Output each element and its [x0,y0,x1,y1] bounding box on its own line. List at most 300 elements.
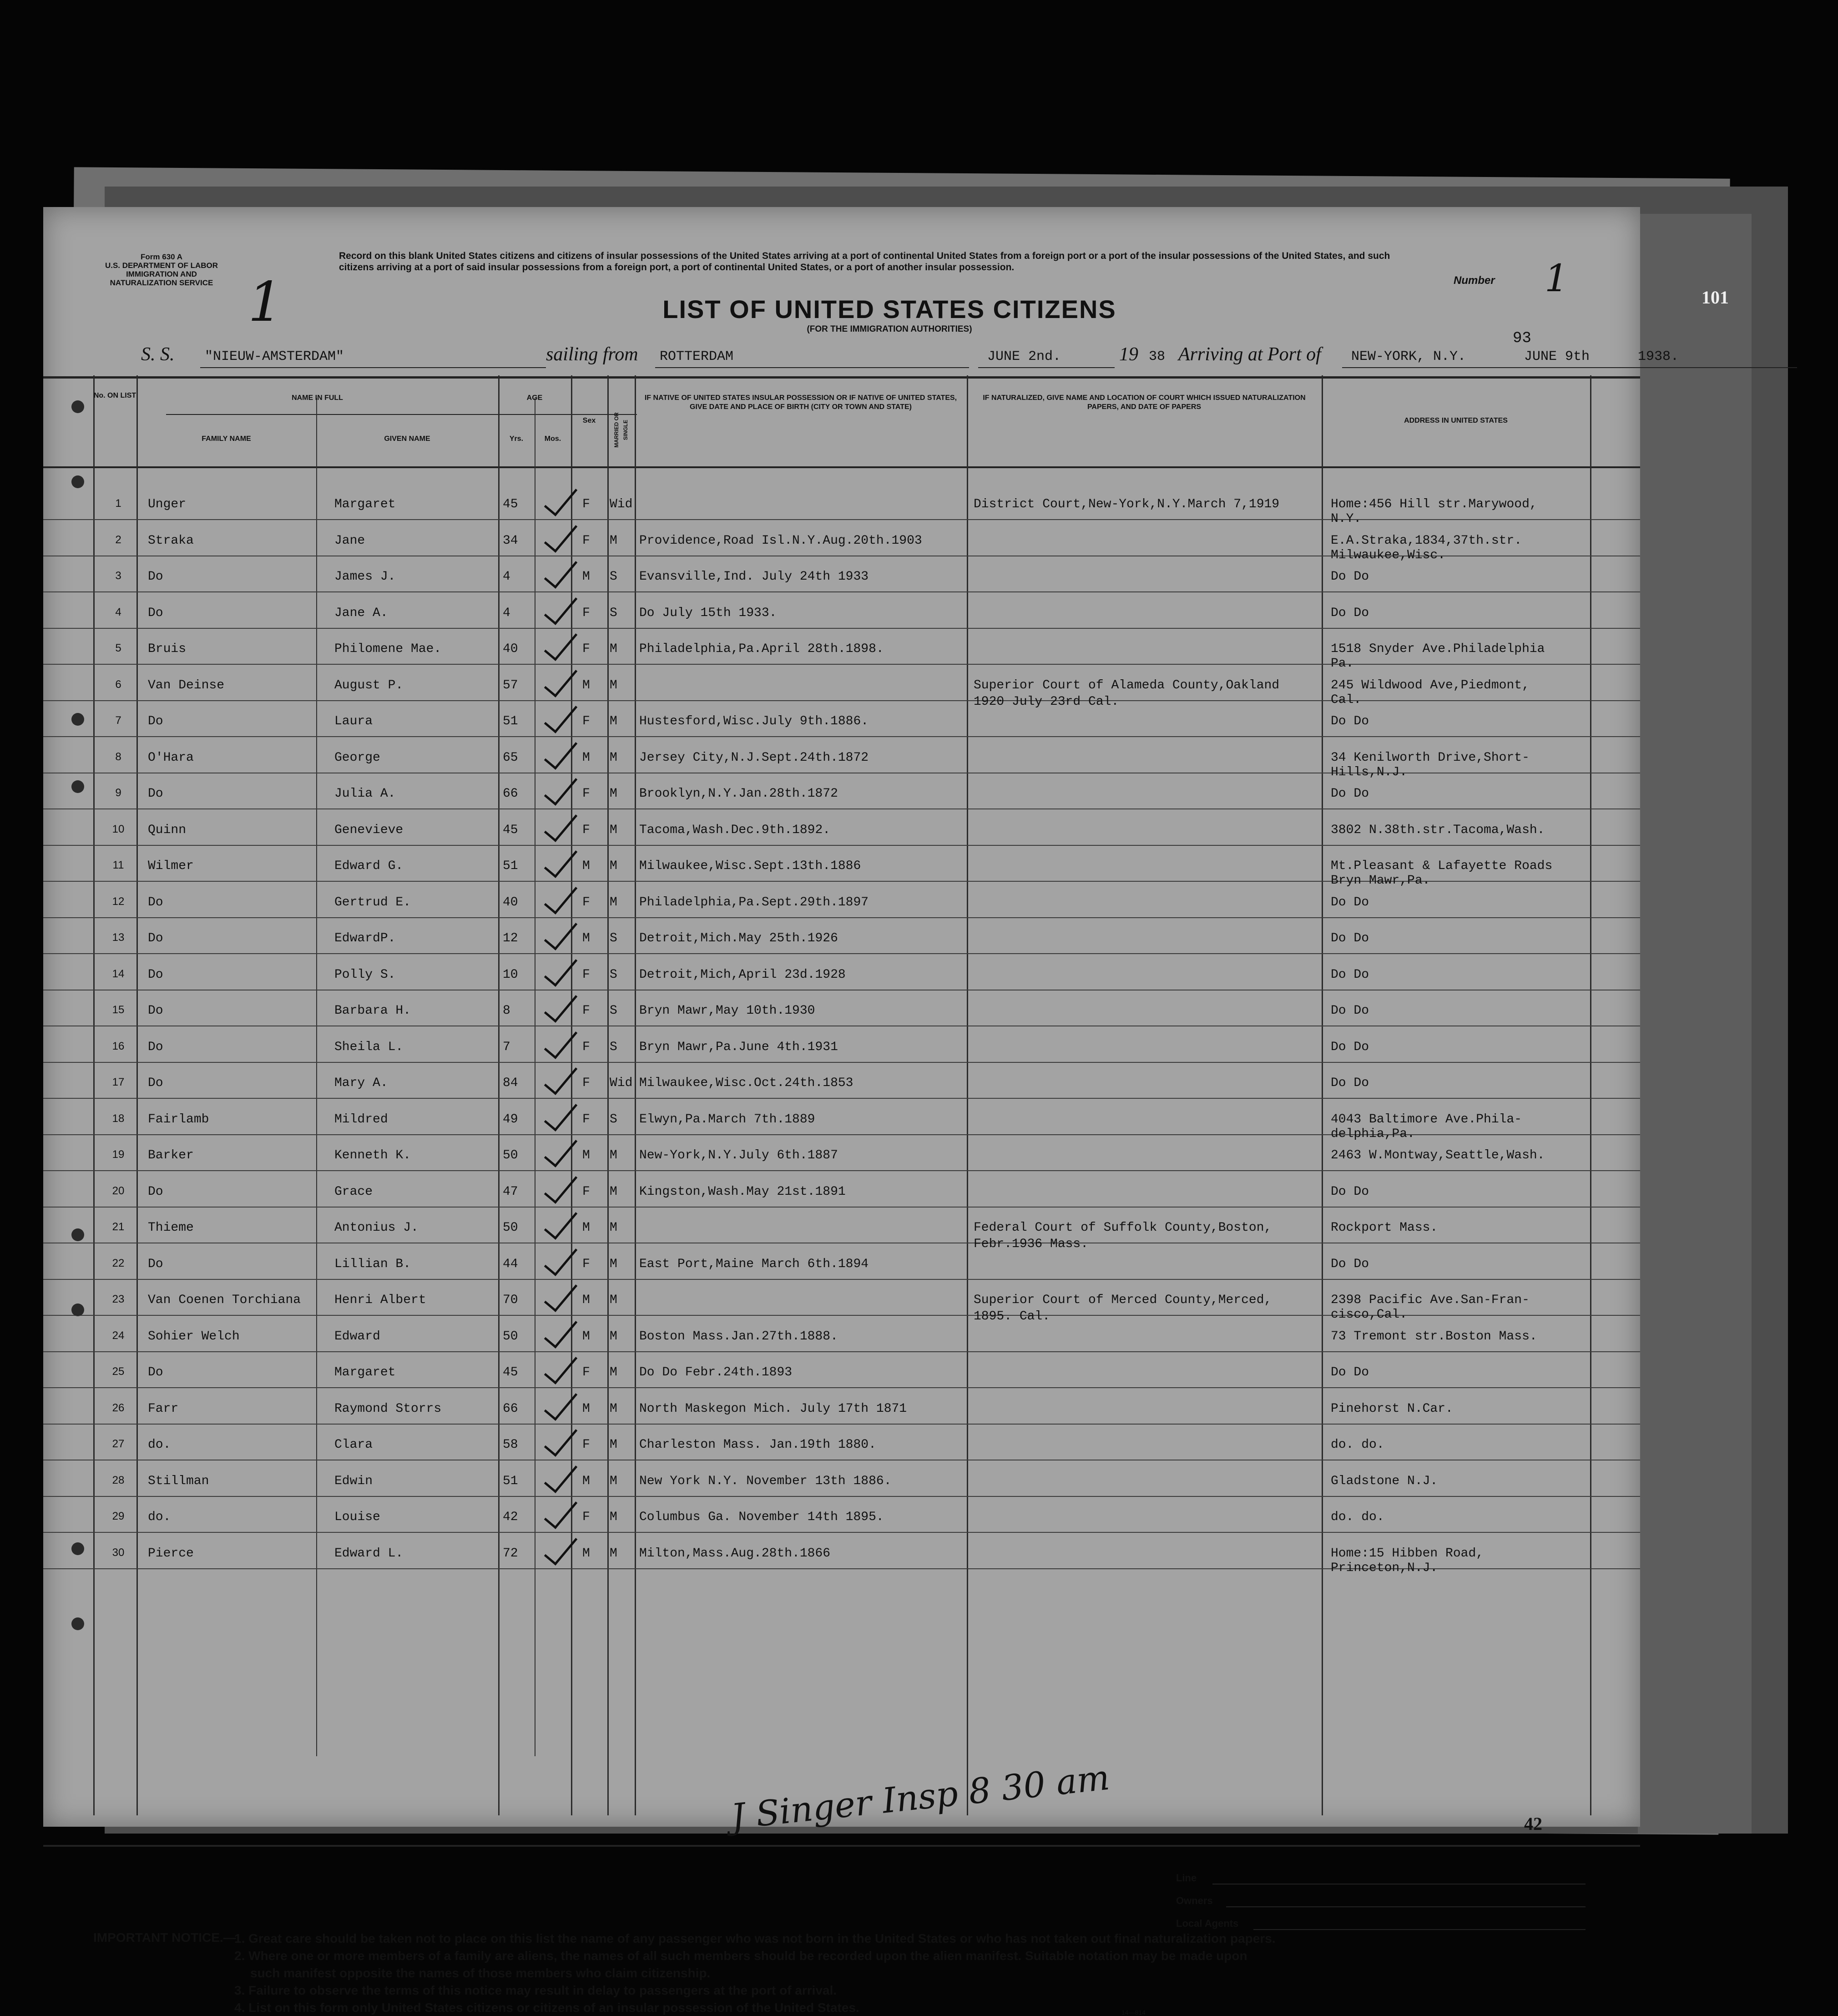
sex-cell: F [582,967,590,982]
address-cell-line2: Pa. [1331,657,1354,671]
address-cell: do. do. [1331,1438,1384,1452]
birth-cell: Detroit,Mich,April 23d.1928 [639,967,846,982]
given-name-cell: George [334,750,380,765]
age-cell: 34 [503,533,518,548]
field-line-label: Line [1176,1872,1197,1884]
age-cell: 12 [503,931,518,945]
family-name-cell: Do [148,1040,163,1054]
marital-status-cell: S [610,570,617,584]
notice-item-1: 1. Great care should be taken not to place on this list the name of any passenger who was not born in the United States or who has not taken out final naturalization papers. [234,1931,1276,1945]
given-name-cell: Laura [334,714,373,728]
row-number: 5 [115,642,121,654]
family-name-cell: do. [148,1438,171,1452]
age-cell: 66 [503,1401,518,1416]
header-top-rule [43,376,1640,379]
year-from: 38 [1149,349,1166,364]
birth-cell: Do July 15th 1933. [639,606,777,620]
address-cell: Rockport Mass. [1331,1221,1438,1235]
table-row [43,1036,1640,1072]
given-name-cell: Polly S. [334,967,396,982]
birth-cell: New York N.Y. November 13th 1886. [639,1474,892,1488]
row-number: 14 [112,967,125,980]
row-number: 17 [112,1076,125,1088]
address-cell-line2: N.Y. [1331,512,1362,526]
table-row [43,1362,1640,1397]
row-number: 9 [115,787,121,799]
header-birth: IF NATIVE OF UNITED STATES INSULAR POSSESSION OR IF NATIVE OF UNITED STATES, GIVE DATE AND PLACE OF BIRTH (CITY OR TOWN AND STATE) [644,394,957,411]
age-cell: 45 [503,497,518,511]
given-name-cell: Kenneth K. [334,1148,411,1162]
sex-cell: F [582,1076,590,1090]
given-name-cell: James J. [334,570,396,584]
naturalization-cell: Superior Court of Alameda County,Oakland [974,678,1280,692]
age-cell: 51 [503,859,518,873]
address-cell: Home:15 Hibben Road, [1331,1546,1484,1561]
marital-status-cell: M [610,1148,617,1162]
age-cell: 51 [503,714,518,728]
address-cell-line2: Cal. [1331,692,1362,707]
sex-cell: M [582,1221,590,1235]
sex-cell: F [582,714,590,728]
given-name-cell: Mary A. [334,1076,388,1090]
row-number: 23 [112,1293,125,1305]
birth-cell: Columbus Ga. November 14th 1895. [639,1510,884,1524]
marital-status-cell: M [610,1221,617,1235]
given-name-cell: Lillian B. [334,1257,411,1271]
table-row [43,1326,1640,1361]
sex-cell: F [582,823,590,837]
header-naturalized: IF NATURALIZED, GIVE NAME AND LOCATION OF COURT WHICH ISSUED NATURALIZATION PAPERS, AND DATE OF PAPERS [983,394,1306,411]
naturalization-cell-line2: Febr.1936 Mass. [974,1237,1089,1251]
table-row [43,1289,1640,1325]
sex-cell: M [582,1474,590,1488]
birth-cell: Tacoma,Wash.Dec.9th.1892. [639,823,831,837]
handwritten-mark: 1 [248,271,283,334]
form-number: Form 630 A [141,253,182,261]
binding-hole [71,1617,84,1630]
given-name-cell: Genevieve [334,823,404,837]
port-to-line [1342,367,1797,368]
binding-hole [71,1304,84,1316]
marital-status-cell: M [610,1329,617,1344]
given-name-cell: Edward [334,1329,380,1344]
age-cell: 7 [503,1040,510,1054]
birth-cell: Do Do Febr.24th.1893 [639,1365,793,1379]
address-cell: Do Do [1331,895,1369,909]
naturalization-cell-line2: 1920 July 23rd Cal. [974,694,1119,709]
table-row [43,602,1640,638]
address-cell: 34 Kenilworth Drive,Short- [1331,750,1530,765]
given-name-cell: Julia A. [334,787,396,801]
family-name-cell: Farr [148,1401,179,1416]
family-name-cell: Do [148,931,163,945]
field-owners-label: Owners [1176,1895,1213,1906]
address-cell: Pinehorst N.Car. [1331,1401,1453,1416]
address-cell: Gladstone N.J. [1331,1474,1438,1488]
age-cell: 45 [503,823,518,837]
binding-hole [71,780,84,793]
marital-status-cell: M [610,1546,617,1561]
address-cell: Do Do [1331,1076,1369,1090]
sex-cell: M [582,1293,590,1307]
address-cell-line2: Milwaukee,Wisc. [1331,548,1446,562]
table-row [43,1072,1640,1108]
table-row [43,1109,1640,1144]
table-row [43,1000,1640,1036]
table-row [43,855,1640,891]
port-from: ROTTERDAM [660,349,734,364]
age-cell: 66 [503,787,518,801]
notice-item-2b: such manifest opposite the names of those members who claim citizenship. [250,1966,711,1980]
age-cell: 4 [503,606,510,620]
address-cell: Home:456 Hill str.Marywood, [1331,497,1537,511]
family-name-cell: Van Coenen Torchiana [148,1293,301,1307]
field-agents-label: Local Agents [1176,1918,1239,1929]
age-cell: 58 [503,1438,518,1452]
table-row [43,964,1640,1000]
age-cell: 42 [503,1510,518,1524]
port-to: NEW-YORK, N.Y. [1351,349,1466,364]
address-cell: Do Do [1331,606,1369,620]
marital-status-cell: S [610,1004,617,1018]
table-row [43,494,1640,529]
age-cell: 49 [503,1112,518,1127]
row-number: 27 [112,1438,125,1450]
naturalization-cell: District Court,New-York,N.Y.March 7,1919 [974,497,1280,511]
bottom-number: 42 [1524,1814,1542,1834]
ledger-edge [1638,214,1752,1834]
given-name-cell: Edwin [334,1474,373,1488]
number-value: 1 [1545,257,1569,300]
footer-rule [43,1845,1640,1847]
binding-hole [71,1228,84,1241]
birth-cell: Bryn Mawr,May 10th.1930 [639,1004,815,1018]
given-name-cell: Antonius J. [334,1221,419,1235]
form-identifier [93,253,230,287]
sex-cell: F [582,533,590,548]
table-row [43,1253,1640,1289]
page-subtitle: (FOR THE IMMIGRATION AUTHORITIES) [807,324,972,334]
marital-status-cell: S [610,1040,617,1054]
address-cell: Do Do [1331,787,1369,801]
table-row [43,1470,1640,1506]
age-cell: 50 [503,1148,518,1162]
field-agents-rule [1253,1929,1586,1930]
family-name-cell: Do [148,714,163,728]
table-row [43,530,1640,566]
row-number: 7 [115,714,121,727]
row-number: 22 [112,1257,125,1269]
birth-cell: Milton,Mass.Aug.28th.1866 [639,1546,831,1561]
family-name-cell: Do [148,1184,163,1199]
sex-cell: F [582,1257,590,1271]
inspector-signature: J Singer Insp 8 30 am [729,1757,1111,1837]
family-name-cell: Thieme [148,1221,194,1235]
birth-cell: Hustesford,Wisc.July 9th.1886. [639,714,869,728]
marital-status-cell: S [610,967,617,982]
header-sex: Sex [582,417,596,424]
marital-status-cell: M [610,1510,617,1524]
sex-cell: F [582,606,590,620]
sex-cell: F [582,1438,590,1452]
family-name-cell: Straka [148,533,194,548]
check-mark-icon [544,480,577,516]
marital-status-cell: S [610,931,617,945]
age-cell: 51 [503,1474,518,1488]
address-cell: 4043 Baltimore Ave.Phila- [1331,1112,1522,1127]
field-line-rule [1212,1884,1586,1885]
marital-status-cell: S [610,606,617,620]
sex-cell: M [582,750,590,765]
sex-cell: M [582,1329,590,1344]
binding-hole [71,475,84,488]
marital-status-cell: M [610,787,617,801]
marital-status-cell: M [610,1184,617,1199]
given-name-cell: Raymond Storrs [334,1401,442,1416]
table-row [43,892,1640,927]
given-name-cell: Clara [334,1438,373,1452]
row-number: 3 [115,570,121,582]
sex-cell: M [582,1546,590,1561]
header-given-name: GIVEN NAME [384,435,430,443]
family-name-cell: Do [148,895,163,909]
sex-cell: F [582,1184,590,1199]
row-number: 13 [112,931,125,944]
address-cell: Do Do [1331,1184,1369,1199]
sex-cell: F [582,1365,590,1379]
sex-cell: M [582,1148,590,1162]
age-cell: 72 [503,1546,518,1561]
form-code: 14—814 [1121,2009,1146,2016]
address-cell: Do Do [1331,1040,1369,1054]
binding-hole [71,1542,84,1555]
number-label: Number [1454,274,1495,287]
sex-cell: M [582,1401,590,1416]
sex-cell: F [582,1112,590,1127]
naturalization-cell: Superior Court of Merced County,Merced, [974,1293,1272,1307]
address-cell: 2463 W.Montway,Seattle,Wash. [1331,1148,1545,1162]
family-name-cell: O'Hara [148,750,194,765]
address-cell-line2: Bryn Mawr,Pa. [1331,874,1430,888]
header-name-in-full: NAME IN FULL [292,394,343,402]
marital-status-cell: M [610,1474,617,1488]
family-name-cell: Sohier Welch [148,1329,240,1344]
table-row [43,928,1640,963]
age-cell: 84 [503,1076,518,1090]
row-number: 28 [112,1474,125,1486]
row-number: 1 [115,497,121,510]
page-title: LIST OF UNITED STATES CITIZENS [662,295,1116,323]
table-row [43,1543,1640,1578]
age-cell: 65 [503,750,518,765]
row-number: 25 [112,1365,125,1378]
given-name-cell: Edward L. [334,1546,404,1561]
family-name-cell: Pierce [148,1546,194,1561]
given-name-cell: Edward G. [334,859,404,873]
row-number: 19 [112,1148,125,1161]
row-number: 11 [112,859,124,871]
record-instructions: Record on this blank United States citizens and citizens of insular possessions of the United States arriving at a port of continental United States from a foreign port or a port of the insular possessions of the United States, and such citizens arriving at a port of said insular possessions from a foreign port, a port of continental United States, or a port of another insular possession. [339,251,1390,273]
birth-cell: Brooklyn,N.Y.Jan.28th.1872 [639,787,838,801]
table-row [43,566,1640,601]
address-cell: Do Do [1331,1004,1369,1018]
table-row [43,1145,1640,1180]
birth-cell: Kingston,Wash.May 21st.1891 [639,1184,846,1199]
family-name-cell: Wilmer [148,859,194,873]
binding-hole [71,400,84,413]
notice-item-3: 3. Failure to observe the terms of this notice may result in delay to passengers at the port of arrival. [234,1983,837,1997]
birth-cell: North Maskegon Mich. July 17th 1871 [639,1401,907,1416]
row-number: 6 [115,678,121,691]
row-number: 15 [112,1004,125,1016]
age-subrule [514,414,589,415]
given-name-cell: Gertrud E. [334,895,411,909]
notice-item-4: 4. List on this form only United States citizens or citizens of an insular possession of the United States. [234,2001,859,2015]
table-row [43,638,1640,674]
family-name-cell: Do [148,1257,163,1271]
table-row [43,711,1640,746]
header-family-name: FAMILY NAME [202,435,251,443]
table-row [43,1434,1640,1470]
given-name-cell: Margaret [334,1365,396,1379]
given-name-cell: Grace [334,1184,373,1199]
year-prefix: 19 [1119,344,1138,365]
address-cell: 245 Wildwood Ave,Piedmont, [1331,678,1530,692]
marital-status-cell: Wid [610,497,633,511]
marital-status-cell: M [610,1257,617,1271]
family-name-cell: Do [148,1365,163,1379]
sex-cell: F [582,895,590,909]
marital-status-cell: M [610,714,617,728]
age-cell: 44 [503,1257,518,1271]
row-number: 8 [115,750,121,763]
form-service: IMMIGRATION AND NATURALIZATION SERVICE [110,270,213,287]
given-name-cell: EdwardP. [334,931,396,945]
table-row [43,1398,1640,1434]
header-mos: Mos. [544,435,561,443]
manifest-page [43,207,1729,2016]
birth-cell: Jersey City,N.J.Sept.24th.1872 [639,750,869,765]
marital-status-cell: M [610,1401,617,1416]
address-cell: 3802 N.38th.str.Tacoma,Wash. [1331,823,1545,837]
address-cell-line2: Princeton,N.J. [1331,1561,1438,1575]
header-married: MARRIED OR SINGLE [613,412,629,448]
sex-cell: F [582,1040,590,1054]
date-from-line [978,367,1115,368]
page-stamp: 101 [1702,287,1729,308]
row-number: 12 [112,895,125,908]
row-number: 18 [112,1112,125,1125]
sex-cell: F [582,1004,590,1018]
header-address: ADDRESS IN UNITED STATES [1404,417,1508,424]
table-row [43,783,1640,819]
address-cell: Mt.Pleasant & Lafayette Roads [1331,859,1553,873]
marital-status-cell: M [610,642,617,656]
marital-status-cell: M [610,533,617,548]
row-number: 16 [112,1040,125,1052]
birth-cell: East Port,Maine March 6th.1894 [639,1257,869,1271]
row-number: 2 [115,533,121,546]
family-name-cell: Barker [148,1148,194,1162]
family-name-cell: Bruis [148,642,187,656]
age-cell: 50 [503,1221,518,1235]
sex-cell: M [582,931,590,945]
table-row [43,1506,1640,1542]
family-name-cell: Do [148,570,163,584]
date-to: JUNE 9th [1524,349,1590,364]
arriving-label: Arriving at Port of [1178,344,1321,365]
marital-status-cell: M [610,1293,617,1307]
address-cell: Do Do [1331,931,1369,945]
given-name-cell: Jane A. [334,606,388,620]
family-name-cell: Do [148,787,163,801]
marital-status-cell: M [610,678,617,692]
sex-cell: M [582,859,590,873]
family-name-cell: Unger [148,497,187,511]
given-name-cell: Philomene Mae. [334,642,442,656]
birth-cell: Philadelphia,Pa.Sept.29th.1897 [639,895,869,909]
birth-cell: Evansville,Ind. July 24th 1933 [639,570,869,584]
address-cell: Do Do [1331,967,1369,982]
address-cell-line2: Hills,N.J. [1331,765,1408,779]
row-number: 20 [112,1184,125,1197]
ship-name: "NIEUW-AMSTERDAM" [205,349,344,364]
row-number: 26 [112,1401,125,1414]
age-cell: 70 [503,1293,518,1307]
address-cell-line2: delphia,Pa. [1331,1127,1415,1141]
marital-status-cell: Wid [610,1076,633,1090]
given-name-cell: Henri Albert [334,1293,426,1307]
age-cell: 57 [503,678,518,692]
header-age: AGE [526,394,543,402]
marital-status-cell: M [610,1438,617,1452]
marital-status-cell: M [610,895,617,909]
birth-cell: Philadelphia,Pa.April 28th.1898. [639,642,884,656]
family-name-cell: Fairlamb [148,1112,209,1127]
given-name-cell: August P. [334,678,404,692]
family-name-cell: Stillman [148,1474,209,1488]
address-cell: Do Do [1331,714,1369,728]
birth-cell: Providence,Road Isl.N.Y.Aug.20th.1903 [639,533,922,548]
row-number: 10 [112,823,125,835]
family-name-cell: Do [148,1076,163,1090]
ship-prefix: S. S. [141,344,175,365]
sex-cell: F [582,1510,590,1524]
birth-cell: Milwaukee,Wisc.Oct.24th.1853 [639,1076,853,1090]
port-from-line [655,367,969,368]
age-cell: 40 [503,642,518,656]
table-row [43,747,1640,783]
given-name-cell: Barbara H. [334,1004,411,1018]
address-cell: E.A.Straka,1834,37th.str. [1331,533,1522,548]
form-department: U.S. DEPARTMENT OF LABOR [105,261,218,270]
birth-cell: Elwyn,Pa.March 7th.1889 [639,1112,815,1127]
age-cell: 10 [503,967,518,982]
marital-status-cell: S [610,1112,617,1127]
header-yrs: Yrs. [509,435,524,443]
table-row [43,1217,1640,1253]
notice-heading: IMPORTANT NOTICE.— [93,1930,236,1945]
table-row [43,1181,1640,1217]
family-name-cell: Do [148,606,163,620]
birth-cell: Bryn Mawr,Pa.June 4th.1931 [639,1040,838,1054]
header-bottom-rule [43,466,1640,468]
family-name-cell: Do [148,1004,163,1018]
sailing-label: sailing from [546,344,638,365]
family-name-cell: Van Deinse [148,678,225,692]
field-owners-rule [1226,1906,1586,1907]
family-name-cell: do. [148,1510,171,1524]
